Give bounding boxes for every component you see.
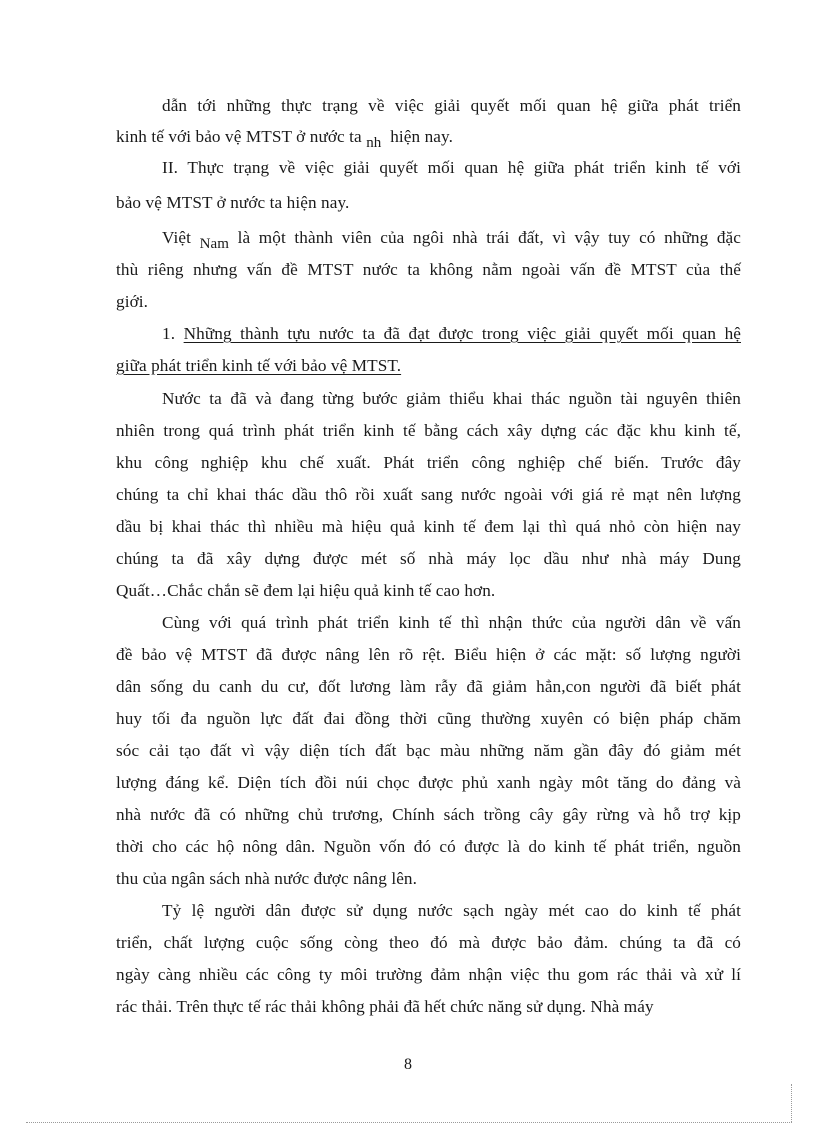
- text-line: nhiên trong quá trình phát triển kinh tế bằng cách xây dựng các đặc khu kinh tế,: [116, 421, 741, 440]
- subsection-title: Những thành tựu nước ta đã đạt được trong việc giải quyết mối quan hệ: [183, 324, 741, 343]
- text-line: thu của ngân sách nhà nước được nâng lên.: [116, 869, 418, 888]
- text-line: nhà nước đã có những chủ trương, Chính sách trồng cây gây rừng và hỗ trợ kịp: [116, 805, 741, 824]
- text-line: dân sống du canh du cư, đốt lương làm rẫy đã giảm hẳn,con người đã biết phát: [116, 677, 741, 696]
- text-line: giới.: [116, 292, 149, 311]
- text-fragment: Nam: [199, 236, 230, 252]
- text-line: Tỷ lệ người dân được sử dụng nước sạch ngày mét cao do kinh tế phát: [162, 901, 741, 920]
- text-line: rác thải. Trên thực tế rác thải không phải đã hết chức năng sử dụng. Nhà máy: [116, 997, 654, 1016]
- text-line: dầu bị khai thác thì nhiều mà hiệu quả kinh tế đem lại thì quá nhỏ còn hiện nay: [116, 517, 741, 536]
- section-heading-cont: bảo vệ MTST ở nước ta hiện nay.: [116, 193, 350, 212]
- text-line: triển, chất lượng cuộc sống còng theo đó mà được bảo đảm. chúng ta đã có: [116, 933, 741, 952]
- text-line: dẫn tới những thực trạng về việc giải quyết mối quan hệ giữa phát triển: [162, 96, 741, 115]
- text-line: huy tối đa nguồn lực đất đai đồng thời cũng thường xuyên có biện pháp chăm: [116, 709, 741, 728]
- text-line: Cùng với quá trình phát triển kinh tế thì nhận thức của người dân về vấn: [162, 613, 741, 632]
- section-heading: II. Thực trạng về việc giải quyết mối quan hệ giữa phát triển kinh tế với: [162, 158, 741, 177]
- text-line: chúng ta chỉ khai thác dầu thô rồi xuất sang nước ngoài với giá rẻ mạt nên lượng: [116, 485, 741, 504]
- margin-guide: [791, 1084, 792, 1122]
- text-line: đề bảo vệ MTST đã được nâng lên rõ rệt. Biểu hiện ở các mặt: số lượng người: [116, 645, 741, 664]
- subsection-number: 1.: [162, 324, 176, 343]
- text-fragment: hiện nay.: [390, 127, 453, 146]
- text-fragment: là một thành viên của ngôi nhà trái đất, vì vậy tuy có những đặc: [237, 228, 742, 247]
- page-number: 8: [404, 1056, 412, 1073]
- text-line: khu công nghiệp khu chế xuất. Phát triển công nghiệp chế biến. Trước đây: [116, 453, 741, 472]
- subsection-title-cont: giữa phát triển kinh tế với bảo vệ MTST.: [116, 356, 402, 375]
- text-line: lượng đáng kể. Diện tích đồi núi chọc được phủ xanh ngày môt tăng do đảng và: [116, 773, 741, 792]
- text-line: ngày càng nhiều các công ty môi trường đảm nhận việc thu gom rác thải và xử lí: [116, 965, 741, 984]
- text-line: sóc cải tạo đất vì vậy diện tích đất bạc màu những năm gần đây đó giảm mét: [116, 741, 741, 760]
- text-line: Quất…Chắc chắn sẽ đem lại hiệu quả kinh tế cao hơn.: [116, 581, 496, 600]
- text-fragment: Việt: [162, 228, 191, 247]
- text-fragment: nh: [366, 135, 382, 151]
- subsection-heading: [162, 324, 741, 344]
- text-line: chúng ta đã xây dựng được mét số nhà máy lọc dầu như nhà máy Dung: [116, 549, 741, 568]
- text-line: thời cho các hộ nông dân. Nguồn vốn đó có được là do kinh tế phát triển, nguồn: [116, 837, 741, 856]
- text-fragment: kinh tế với bảo vệ MTST ở nước ta: [116, 127, 362, 146]
- text-line: Nước ta đã và đang từng bước giảm thiểu khai thác nguồn tài nguyên thiên: [162, 389, 741, 408]
- text-line: [116, 127, 741, 151]
- text-line: [162, 228, 742, 252]
- text-line: thù riêng nhưng vấn đề MTST nước ta không nằm ngoài vấn đề MTST của thế: [116, 260, 741, 279]
